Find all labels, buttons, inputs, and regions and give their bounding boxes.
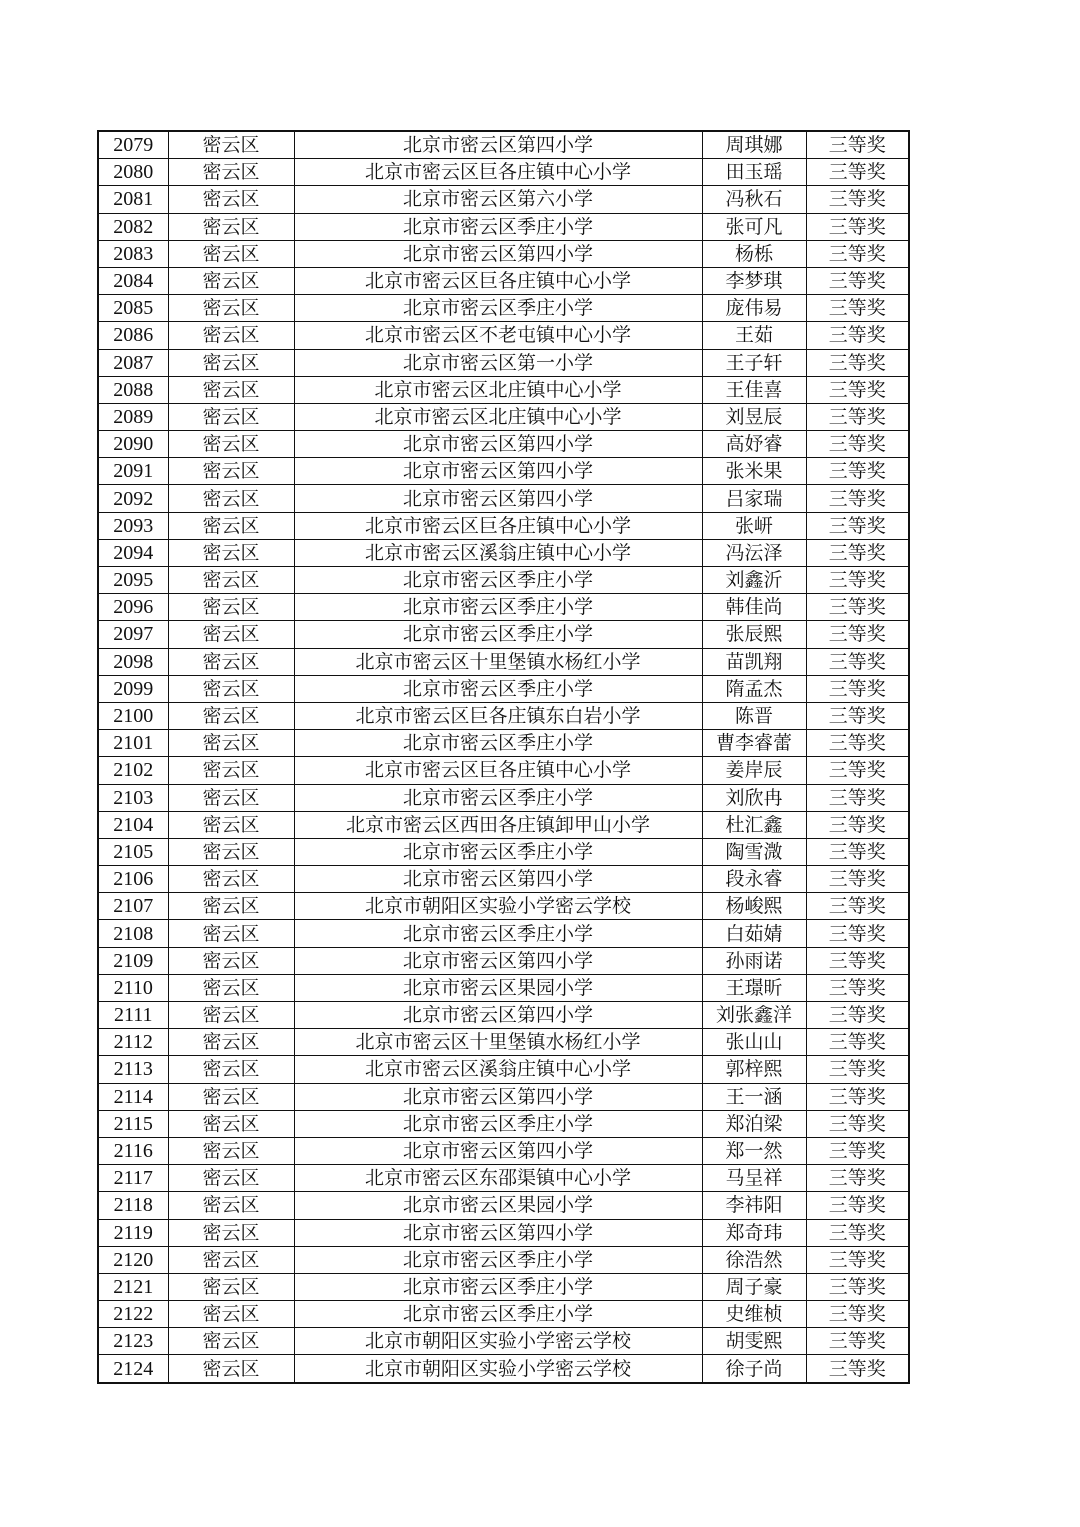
district-cell: 密云区 xyxy=(168,1056,294,1083)
student-name-cell: 王子轩 xyxy=(702,349,806,376)
district-cell: 密云区 xyxy=(168,349,294,376)
award-level-cell: 三等奖 xyxy=(806,1002,909,1029)
district-cell: 密云区 xyxy=(168,594,294,621)
student-name-cell: 郭梓熙 xyxy=(702,1056,806,1083)
district-cell: 密云区 xyxy=(168,512,294,539)
student-name-cell: 郑奇玮 xyxy=(702,1219,806,1246)
entry-number-cell: 2089 xyxy=(98,403,168,430)
district-cell: 密云区 xyxy=(168,1002,294,1029)
table-row xyxy=(98,512,909,539)
school-cell: 北京市密云区十里堡镇水杨红小学 xyxy=(294,648,702,675)
award-level-cell: 三等奖 xyxy=(806,403,909,430)
student-name-cell: 张可凡 xyxy=(702,213,806,240)
district-cell: 密云区 xyxy=(168,1273,294,1300)
table-row xyxy=(98,730,909,757)
district-cell: 密云区 xyxy=(168,131,294,159)
entry-number-cell: 2099 xyxy=(98,675,168,702)
award-level-cell: 三等奖 xyxy=(806,431,909,458)
entry-number-cell: 2088 xyxy=(98,376,168,403)
award-level-cell: 三等奖 xyxy=(806,866,909,893)
school-cell: 北京市密云区第四小学 xyxy=(294,240,702,267)
award-level-cell: 三等奖 xyxy=(806,131,909,159)
table-row xyxy=(98,431,909,458)
table-row xyxy=(98,186,909,213)
award-level-cell: 三等奖 xyxy=(806,947,909,974)
table-row xyxy=(98,1219,909,1246)
district-cell: 密云区 xyxy=(168,1137,294,1164)
entry-number-cell: 2085 xyxy=(98,295,168,322)
entry-number-cell: 2087 xyxy=(98,349,168,376)
table-row xyxy=(98,267,909,294)
school-cell: 北京市密云区第四小学 xyxy=(294,866,702,893)
school-cell: 北京市密云区季庄小学 xyxy=(294,1273,702,1300)
school-cell: 北京市密云区季庄小学 xyxy=(294,920,702,947)
district-cell: 密云区 xyxy=(168,947,294,974)
school-cell: 北京市密云区东邵渠镇中心小学 xyxy=(294,1165,702,1192)
district-cell: 密云区 xyxy=(168,159,294,186)
entry-number-cell: 2095 xyxy=(98,567,168,594)
district-cell: 密云区 xyxy=(168,784,294,811)
student-name-cell: 姜岸辰 xyxy=(702,757,806,784)
entry-number-cell: 2091 xyxy=(98,458,168,485)
school-cell: 北京市密云区季庄小学 xyxy=(294,567,702,594)
district-cell: 密云区 xyxy=(168,485,294,512)
district-cell: 密云区 xyxy=(168,1083,294,1110)
school-cell: 北京市密云区第四小学 xyxy=(294,131,702,159)
table-row xyxy=(98,784,909,811)
award-level-cell: 三等奖 xyxy=(806,730,909,757)
district-cell: 密云区 xyxy=(168,811,294,838)
table-row xyxy=(98,349,909,376)
table-row xyxy=(98,1137,909,1164)
table-row xyxy=(98,920,909,947)
school-cell: 北京市密云区不老屯镇中心小学 xyxy=(294,322,702,349)
district-cell: 密云区 xyxy=(168,1355,294,1383)
entry-number-cell: 2110 xyxy=(98,974,168,1001)
school-cell: 北京市密云区北庄镇中心小学 xyxy=(294,403,702,430)
award-level-cell: 三等奖 xyxy=(806,1328,909,1355)
entry-number-cell: 2098 xyxy=(98,648,168,675)
district-cell: 密云区 xyxy=(168,1192,294,1219)
table-row xyxy=(98,1192,909,1219)
student-name-cell: 孙雨诺 xyxy=(702,947,806,974)
award-level-cell: 三等奖 xyxy=(806,784,909,811)
district-cell: 密云区 xyxy=(168,1029,294,1056)
school-cell: 北京市密云区第四小学 xyxy=(294,1137,702,1164)
entry-number-cell: 2112 xyxy=(98,1029,168,1056)
school-cell: 北京市密云区第四小学 xyxy=(294,431,702,458)
district-cell: 密云区 xyxy=(168,376,294,403)
school-cell: 北京市密云区果园小学 xyxy=(294,974,702,1001)
entry-number-cell: 2092 xyxy=(98,485,168,512)
student-name-cell: 张山山 xyxy=(702,1029,806,1056)
award-list-table xyxy=(97,130,910,1384)
school-cell: 北京市密云区巨各庄镇中心小学 xyxy=(294,267,702,294)
award-level-cell: 三等奖 xyxy=(806,213,909,240)
award-level-cell: 三等奖 xyxy=(806,1273,909,1300)
table-row xyxy=(98,594,909,621)
table-row xyxy=(98,240,909,267)
award-level-cell: 三等奖 xyxy=(806,349,909,376)
award-level-cell: 三等奖 xyxy=(806,539,909,566)
award-level-cell: 三等奖 xyxy=(806,186,909,213)
entry-number-cell: 2093 xyxy=(98,512,168,539)
entry-number-cell: 2109 xyxy=(98,947,168,974)
district-cell: 密云区 xyxy=(168,893,294,920)
entry-number-cell: 2106 xyxy=(98,866,168,893)
entry-number-cell: 2122 xyxy=(98,1301,168,1328)
table-row xyxy=(98,621,909,648)
table-row xyxy=(98,567,909,594)
entry-number-cell: 2080 xyxy=(98,159,168,186)
table-row xyxy=(98,295,909,322)
student-name-cell: 冯秋石 xyxy=(702,186,806,213)
student-name-cell: 郑泊梁 xyxy=(702,1110,806,1137)
award-level-cell: 三等奖 xyxy=(806,811,909,838)
award-level-cell: 三等奖 xyxy=(806,567,909,594)
entry-number-cell: 2100 xyxy=(98,702,168,729)
entry-number-cell: 2083 xyxy=(98,240,168,267)
district-cell: 密云区 xyxy=(168,866,294,893)
award-level-cell: 三等奖 xyxy=(806,512,909,539)
entry-number-cell: 2111 xyxy=(98,1002,168,1029)
district-cell: 密云区 xyxy=(168,920,294,947)
student-name-cell: 曹李睿蕾 xyxy=(702,730,806,757)
district-cell: 密云区 xyxy=(168,567,294,594)
entry-number-cell: 2104 xyxy=(98,811,168,838)
school-cell: 北京市朝阳区实验小学密云学校 xyxy=(294,1328,702,1355)
district-cell: 密云区 xyxy=(168,295,294,322)
school-cell: 北京市密云区巨各庄镇东白岩小学 xyxy=(294,702,702,729)
school-cell: 北京市密云区季庄小学 xyxy=(294,784,702,811)
award-level-cell: 三等奖 xyxy=(806,485,909,512)
entry-number-cell: 2079 xyxy=(98,131,168,159)
entry-number-cell: 2082 xyxy=(98,213,168,240)
table-row xyxy=(98,757,909,784)
table-row xyxy=(98,1301,909,1328)
student-name-cell: 李梦琪 xyxy=(702,267,806,294)
award-level-cell: 三等奖 xyxy=(806,594,909,621)
table-row xyxy=(98,322,909,349)
school-cell: 北京市密云区巨各庄镇中心小学 xyxy=(294,512,702,539)
student-name-cell: 高妤睿 xyxy=(702,431,806,458)
school-cell: 北京市密云区第四小学 xyxy=(294,1002,702,1029)
school-cell: 北京市密云区溪翁庄镇中心小学 xyxy=(294,1056,702,1083)
student-name-cell: 王璟昕 xyxy=(702,974,806,1001)
district-cell: 密云区 xyxy=(168,267,294,294)
entry-number-cell: 2090 xyxy=(98,431,168,458)
student-name-cell: 王佳喜 xyxy=(702,376,806,403)
school-cell: 北京市朝阳区实验小学密云学校 xyxy=(294,893,702,920)
district-cell: 密云区 xyxy=(168,539,294,566)
student-name-cell: 周子豪 xyxy=(702,1273,806,1300)
table-row xyxy=(98,893,909,920)
district-cell: 密云区 xyxy=(168,1246,294,1273)
student-name-cell: 段永睿 xyxy=(702,866,806,893)
award-level-cell: 三等奖 xyxy=(806,1165,909,1192)
entry-number-cell: 2107 xyxy=(98,893,168,920)
school-cell: 北京市密云区西田各庄镇卸甲山小学 xyxy=(294,811,702,838)
student-name-cell: 郑一然 xyxy=(702,1137,806,1164)
district-cell: 密云区 xyxy=(168,1328,294,1355)
table-row xyxy=(98,1355,909,1383)
student-name-cell: 苗凯翔 xyxy=(702,648,806,675)
district-cell: 密云区 xyxy=(168,838,294,865)
student-name-cell: 吕家瑞 xyxy=(702,485,806,512)
entry-number-cell: 2094 xyxy=(98,539,168,566)
table-row xyxy=(98,866,909,893)
district-cell: 密云区 xyxy=(168,1165,294,1192)
entry-number-cell: 2108 xyxy=(98,920,168,947)
school-cell: 北京市密云区第四小学 xyxy=(294,485,702,512)
award-level-cell: 三等奖 xyxy=(806,1110,909,1137)
table-row xyxy=(98,1273,909,1300)
entry-number-cell: 2119 xyxy=(98,1219,168,1246)
award-level-cell: 三等奖 xyxy=(806,1056,909,1083)
table-row xyxy=(98,702,909,729)
award-level-cell: 三等奖 xyxy=(806,702,909,729)
award-level-cell: 三等奖 xyxy=(806,920,909,947)
entry-number-cell: 2081 xyxy=(98,186,168,213)
student-name-cell: 白茹婧 xyxy=(702,920,806,947)
school-cell: 北京市朝阳区实验小学密云学校 xyxy=(294,1355,702,1383)
table-row xyxy=(98,485,909,512)
student-name-cell: 刘欣冉 xyxy=(702,784,806,811)
award-level-cell: 三等奖 xyxy=(806,159,909,186)
student-name-cell: 韩佳尚 xyxy=(702,594,806,621)
student-name-cell: 杨峻熙 xyxy=(702,893,806,920)
award-level-cell: 三等奖 xyxy=(806,675,909,702)
student-name-cell: 王茹 xyxy=(702,322,806,349)
student-name-cell: 杨栎 xyxy=(702,240,806,267)
award-level-cell: 三等奖 xyxy=(806,621,909,648)
district-cell: 密云区 xyxy=(168,186,294,213)
district-cell: 密云区 xyxy=(168,621,294,648)
district-cell: 密云区 xyxy=(168,213,294,240)
table-row xyxy=(98,403,909,430)
entry-number-cell: 2121 xyxy=(98,1273,168,1300)
entry-number-cell: 2124 xyxy=(98,1355,168,1383)
award-level-cell: 三等奖 xyxy=(806,322,909,349)
award-level-cell: 三等奖 xyxy=(806,838,909,865)
student-name-cell: 冯沄泽 xyxy=(702,539,806,566)
student-name-cell: 庞伟易 xyxy=(702,295,806,322)
award-level-cell: 三等奖 xyxy=(806,1137,909,1164)
student-name-cell: 陈晋 xyxy=(702,702,806,729)
district-cell: 密云区 xyxy=(168,403,294,430)
table-row xyxy=(98,213,909,240)
school-cell: 北京市密云区北庄镇中心小学 xyxy=(294,376,702,403)
entry-number-cell: 2102 xyxy=(98,757,168,784)
district-cell: 密云区 xyxy=(168,1110,294,1137)
award-level-cell: 三等奖 xyxy=(806,1029,909,1056)
entry-number-cell: 2101 xyxy=(98,730,168,757)
school-cell: 北京市密云区巨各庄镇中心小学 xyxy=(294,159,702,186)
student-name-cell: 张岍 xyxy=(702,512,806,539)
student-name-cell: 刘张鑫洋 xyxy=(702,1002,806,1029)
district-cell: 密云区 xyxy=(168,702,294,729)
school-cell: 北京市密云区第四小学 xyxy=(294,458,702,485)
student-name-cell: 陶雪溦 xyxy=(702,838,806,865)
student-name-cell: 王一涵 xyxy=(702,1083,806,1110)
award-level-cell: 三等奖 xyxy=(806,458,909,485)
entry-number-cell: 2105 xyxy=(98,838,168,865)
student-name-cell: 田玉瑶 xyxy=(702,159,806,186)
student-name-cell: 胡雯熙 xyxy=(702,1328,806,1355)
student-name-cell: 徐子尚 xyxy=(702,1355,806,1383)
district-cell: 密云区 xyxy=(168,431,294,458)
table-row xyxy=(98,675,909,702)
award-level-cell: 三等奖 xyxy=(806,295,909,322)
district-cell: 密云区 xyxy=(168,322,294,349)
entry-number-cell: 2123 xyxy=(98,1328,168,1355)
award-level-cell: 三等奖 xyxy=(806,974,909,1001)
student-name-cell: 马呈祥 xyxy=(702,1165,806,1192)
school-cell: 北京市密云区季庄小学 xyxy=(294,1110,702,1137)
award-level-cell: 三等奖 xyxy=(806,1301,909,1328)
entry-number-cell: 2084 xyxy=(98,267,168,294)
district-cell: 密云区 xyxy=(168,974,294,1001)
district-cell: 密云区 xyxy=(168,1219,294,1246)
school-cell: 北京市密云区季庄小学 xyxy=(294,1246,702,1273)
school-cell: 北京市密云区第四小学 xyxy=(294,1083,702,1110)
school-cell: 北京市密云区第六小学 xyxy=(294,186,702,213)
entry-number-cell: 2097 xyxy=(98,621,168,648)
district-cell: 密云区 xyxy=(168,675,294,702)
award-level-cell: 三等奖 xyxy=(806,1083,909,1110)
school-cell: 北京市密云区第四小学 xyxy=(294,947,702,974)
student-name-cell: 刘昱辰 xyxy=(702,403,806,430)
table-row xyxy=(98,458,909,485)
table-row xyxy=(98,1056,909,1083)
entry-number-cell: 2116 xyxy=(98,1137,168,1164)
district-cell: 密云区 xyxy=(168,648,294,675)
award-level-cell: 三等奖 xyxy=(806,1355,909,1383)
student-name-cell: 周琪娜 xyxy=(702,131,806,159)
school-cell: 北京市密云区季庄小学 xyxy=(294,213,702,240)
award-level-cell: 三等奖 xyxy=(806,1246,909,1273)
award-level-cell: 三等奖 xyxy=(806,1219,909,1246)
entry-number-cell: 2113 xyxy=(98,1056,168,1083)
entry-number-cell: 2118 xyxy=(98,1192,168,1219)
table-row xyxy=(98,974,909,1001)
school-cell: 北京市密云区季庄小学 xyxy=(294,730,702,757)
student-name-cell: 史维桢 xyxy=(702,1301,806,1328)
school-cell: 北京市密云区季庄小学 xyxy=(294,1301,702,1328)
table-row xyxy=(98,838,909,865)
table-row xyxy=(98,1110,909,1137)
entry-number-cell: 2096 xyxy=(98,594,168,621)
table-row xyxy=(98,1029,909,1056)
award-level-cell: 三等奖 xyxy=(806,267,909,294)
table-row xyxy=(98,376,909,403)
table-row xyxy=(98,1002,909,1029)
school-cell: 北京市密云区季庄小学 xyxy=(294,594,702,621)
table-row xyxy=(98,1328,909,1355)
entry-number-cell: 2120 xyxy=(98,1246,168,1273)
table-row xyxy=(98,159,909,186)
student-name-cell: 徐浩然 xyxy=(702,1246,806,1273)
school-cell: 北京市密云区巨各庄镇中心小学 xyxy=(294,757,702,784)
school-cell: 北京市密云区季庄小学 xyxy=(294,621,702,648)
table-row xyxy=(98,947,909,974)
table-row xyxy=(98,648,909,675)
student-name-cell: 张米果 xyxy=(702,458,806,485)
table-row xyxy=(98,811,909,838)
award-level-cell: 三等奖 xyxy=(806,376,909,403)
district-cell: 密云区 xyxy=(168,458,294,485)
school-cell: 北京市密云区第一小学 xyxy=(294,349,702,376)
school-cell: 北京市密云区第四小学 xyxy=(294,1219,702,1246)
entry-number-cell: 2117 xyxy=(98,1165,168,1192)
table-row xyxy=(98,1165,909,1192)
award-level-cell: 三等奖 xyxy=(806,757,909,784)
school-cell: 北京市密云区十里堡镇水杨红小学 xyxy=(294,1029,702,1056)
entry-number-cell: 2086 xyxy=(98,322,168,349)
entry-number-cell: 2103 xyxy=(98,784,168,811)
school-cell: 北京市密云区季庄小学 xyxy=(294,675,702,702)
student-name-cell: 隋孟杰 xyxy=(702,675,806,702)
school-cell: 北京市密云区溪翁庄镇中心小学 xyxy=(294,539,702,566)
award-level-cell: 三等奖 xyxy=(806,893,909,920)
award-list-body xyxy=(98,131,909,1383)
table-row xyxy=(98,131,909,159)
student-name-cell: 杜汇鑫 xyxy=(702,811,806,838)
school-cell: 北京市密云区季庄小学 xyxy=(294,295,702,322)
district-cell: 密云区 xyxy=(168,1301,294,1328)
entry-number-cell: 2115 xyxy=(98,1110,168,1137)
district-cell: 密云区 xyxy=(168,730,294,757)
table-row xyxy=(98,1083,909,1110)
student-name-cell: 张辰熙 xyxy=(702,621,806,648)
award-level-cell: 三等奖 xyxy=(806,648,909,675)
award-level-cell: 三等奖 xyxy=(806,1192,909,1219)
table-row xyxy=(98,539,909,566)
school-cell: 北京市密云区果园小学 xyxy=(294,1192,702,1219)
student-name-cell: 李祎阳 xyxy=(702,1192,806,1219)
district-cell: 密云区 xyxy=(168,757,294,784)
student-name-cell: 刘鑫沂 xyxy=(702,567,806,594)
school-cell: 北京市密云区季庄小学 xyxy=(294,838,702,865)
award-level-cell: 三等奖 xyxy=(806,240,909,267)
table-row xyxy=(98,1246,909,1273)
district-cell: 密云区 xyxy=(168,240,294,267)
entry-number-cell: 2114 xyxy=(98,1083,168,1110)
